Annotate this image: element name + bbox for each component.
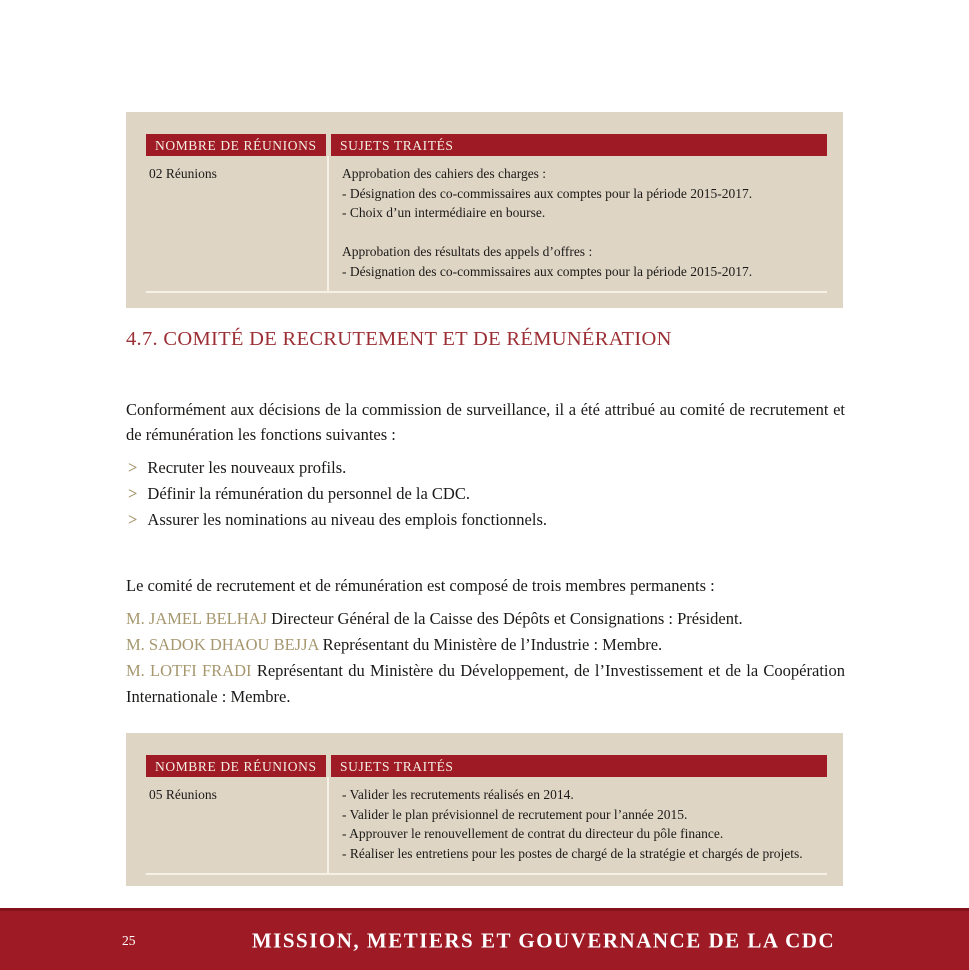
list-item [128, 507, 547, 533]
chevron-bullet-icon: > [128, 458, 138, 477]
meetings-count-cell [146, 777, 329, 873]
member-name: M. LOTFI FRADI [126, 661, 252, 680]
functions-list [128, 455, 547, 533]
page-number: 25 [122, 932, 136, 948]
subject-line: - Désignation des co-commissaires aux comptes pour la période 2015-2017. [342, 185, 753, 201]
table-header-row [146, 755, 827, 777]
member-name: M. JAMEL BELHAJ [126, 609, 268, 628]
page-footer [0, 908, 969, 970]
member-entry [126, 606, 845, 632]
table-row [146, 777, 827, 875]
subject-line: - Désignation des co-commissaires aux comptes pour la période 2015-2017. [342, 263, 753, 279]
meetings-table-2 [126, 733, 843, 875]
subject-line: - Réaliser les entretiens pour les postes de chargé de la stratégie et chargés de projets. [342, 845, 803, 861]
header-subjects: SUJETS TRAITÉS [331, 755, 827, 777]
meetings-count: 05 Réunions [149, 787, 217, 802]
member-role: Représentant du Ministère du Développement, de l’Investissement et de la Coopération Internationale : Membre. [126, 661, 845, 706]
member-entry [126, 658, 845, 710]
intro-paragraph: Conformément aux décisions de la commission de surveillance, il a été attribué au comité de recrutement et de rémunération les fonctions suivantes : [126, 399, 845, 444]
subject-line: - Choix d’un intermédiaire en bourse. [342, 205, 546, 220]
list-item-text: Assurer les nominations au niveau des emplois fonctionnels. [147, 510, 547, 529]
meetings-count-cell [146, 156, 329, 291]
subject-line: Approbation des cahiers des charges : [342, 166, 547, 181]
chevron-bullet-icon: > [128, 510, 138, 529]
meetings-table-panel-2 [126, 733, 843, 886]
footer-title: MISSION, METIERS ET GOUVERNANCE DE LA CDC [251, 928, 836, 952]
header-meetings-count: NOMBRE DE RÉUNIONS [146, 134, 326, 156]
list-item [128, 455, 547, 481]
meetings-count: 02 Réunions [149, 166, 217, 181]
list-item-text: Définir la rémunération du personnel de la CDC. [147, 484, 470, 503]
member-name: M. SADOK DHAOU BEJJA [126, 635, 319, 654]
subjects-cell [329, 777, 827, 873]
subject-line: - Valider le plan prévisionnel de recrutement pour l’année 2015. [342, 806, 688, 822]
member-entry [126, 632, 845, 658]
table-row [146, 156, 827, 293]
header-subjects: SUJETS TRAITÉS [331, 134, 827, 156]
composition-paragraph: Le comité de recrutement et de rémunération est composé de trois membres permanents : [126, 575, 715, 595]
subject-line [342, 223, 821, 243]
list-item-text: Recruter les nouveaux profils. [147, 458, 347, 477]
chevron-bullet-icon: > [128, 484, 138, 503]
list-item [128, 481, 547, 507]
subject-line: - Valider les recrutements réalisés en 2014. [342, 787, 574, 802]
meetings-table-panel-1 [126, 112, 843, 308]
member-role: Directeur Général de la Caisse des Dépôts et Consignations : Président. [267, 609, 743, 628]
members-list [126, 606, 845, 710]
meetings-table-1 [126, 112, 843, 293]
header-meetings-count: NOMBRE DE RÉUNIONS [146, 755, 326, 777]
subjects-cell [329, 156, 827, 291]
subject-line: - Approuver le renouvellement de contrat du directeur du pôle finance. [342, 826, 724, 841]
member-role: Représentant du Ministère de l’Industrie : Membre. [318, 635, 663, 654]
section-heading: 4.7. COMITÉ DE RECRUTEMENT ET DE RÉMUNÉRATION [126, 328, 672, 350]
subject-line: Approbation des résultats des appels d’offres : [342, 244, 593, 259]
table-header-row [146, 134, 827, 156]
